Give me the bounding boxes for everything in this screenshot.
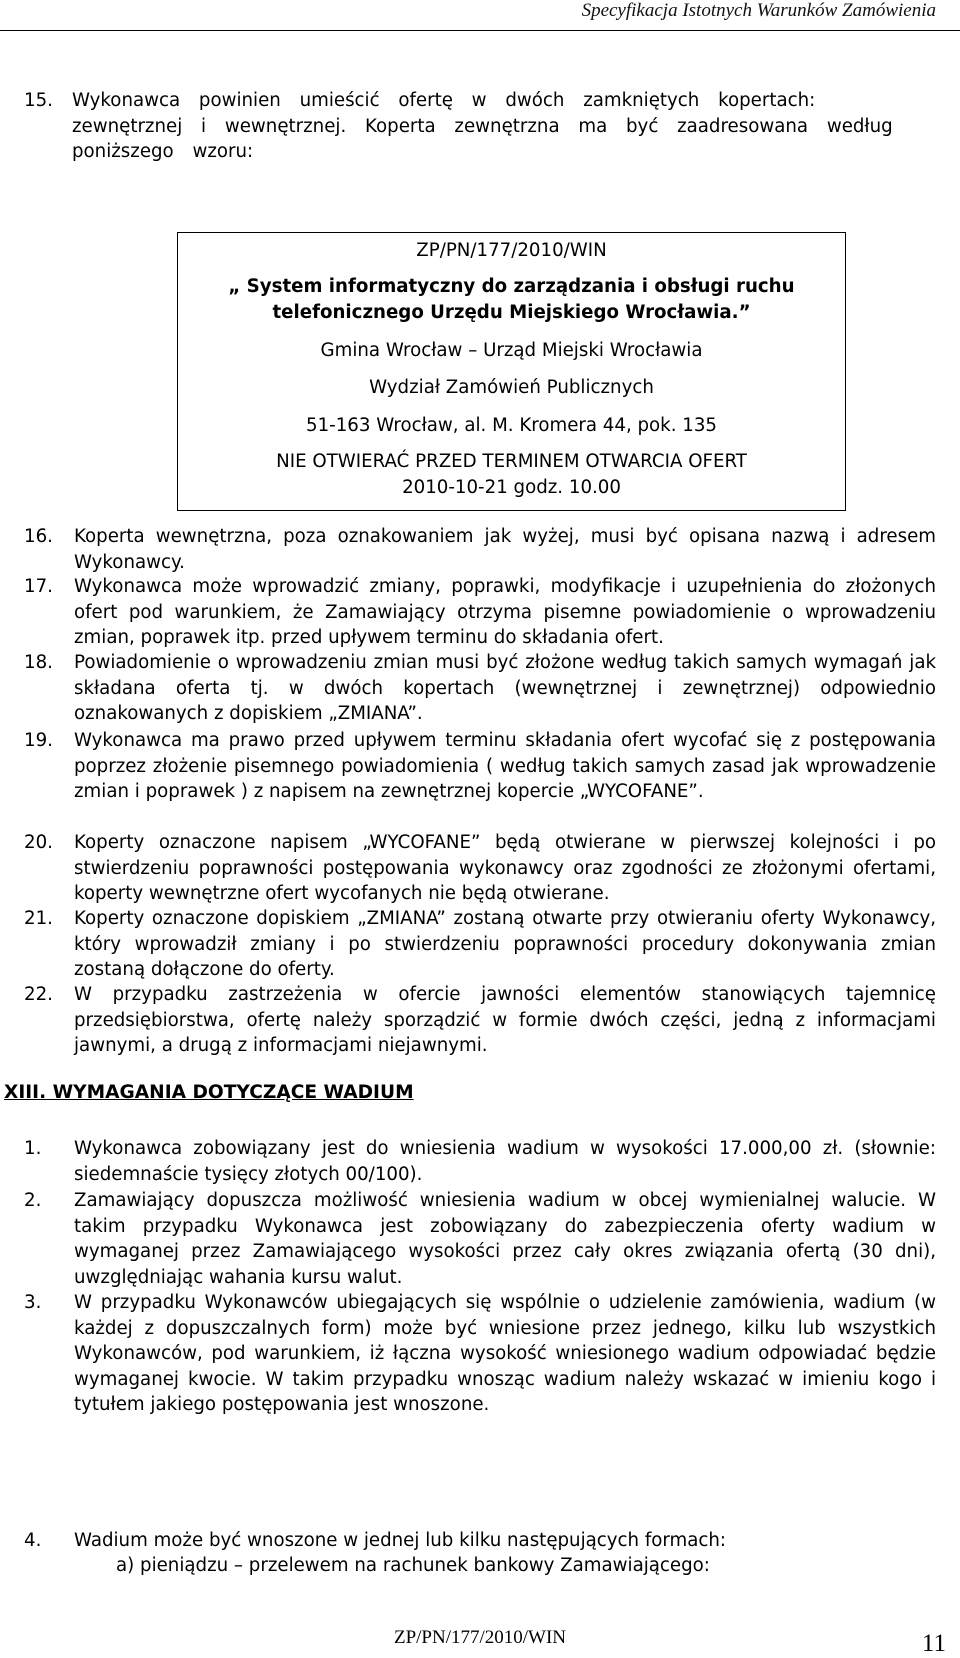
- item-number: 21.: [24, 908, 53, 929]
- item-text: Koperta wewnętrzna, poza oznakowaniem jak wyżej, musi być opisana nazwą i adresem Wykonawcy.: [74, 526, 936, 573]
- footer-ref: ZP/PN/177/2010/WIN: [393, 1627, 567, 1648]
- list-item: [24, 906, 936, 983]
- list-item: [24, 1136, 936, 1187]
- item-number: 3.: [24, 1292, 42, 1313]
- item-text: W przypadku Wykonawców ubiegających się wspólnie o udzielenie zamówienia, wadium (w każdej z dopuszczalnych form) może być wniesione przez jednego, kilku lub wszystkich Wykonawców, pod warunkiem, iż łączna wysokość wniesionego wadium odpowiadać będzie wymaganej kwocie. W takim przypadku wnosząc wadium należy wskazać w imieniu kogo i tytułem jakiego postępowania jest wnoszone.: [74, 1292, 936, 1416]
- item-number: 20.: [24, 832, 53, 853]
- header-rule: [0, 30, 960, 31]
- sub-item: a) pieniądzu – przelewem na rachunek bankowy Zamawiającego:: [116, 1555, 710, 1576]
- item-number: 17.: [24, 576, 53, 597]
- page-number: 11: [921, 1630, 946, 1657]
- item-number: 22.: [24, 984, 53, 1005]
- item-number: 15.: [24, 90, 53, 111]
- item-text: Wykonawca powinien umieścić ofertę w dwóch zamkniętych kopertach: zewnętrznej i wewnętrznej. Koperta zewnętrzna ma być zaadresowana według poniższego wzoru:: [72, 90, 893, 163]
- item-number: 18.: [24, 652, 53, 673]
- list-item: [24, 524, 936, 575]
- item-text: Wykonawca może wprowadzić zmiany, poprawki, modyfikacje i uzupełnienia do złożonych ofert pod warunkiem, że Zamawiający otrzyma pisemne powiadomienie o wprowadzeniu zmian, poprawek itp. przed upływem terminu do składania ofert.: [74, 576, 936, 649]
- section-heading: XIII. WYMAGANIA DOTYCZĄCE WADIUM: [4, 1082, 414, 1103]
- envelope-line3: 51-163 Wrocław, al. M. Kromera 44, pok. 135: [306, 415, 717, 436]
- list-item: [24, 982, 936, 1059]
- item-number: 2.: [24, 1190, 42, 1211]
- list-item: [24, 728, 936, 805]
- item-number: 4.: [24, 1530, 42, 1551]
- header-title: Specyfikacja Istotnych Warunków Zamówienia: [581, 0, 936, 21]
- envelope-title-line2: telefonicznego Urzędu Miejskiego Wrocławia.”: [272, 302, 751, 323]
- item-text: W przypadku zastrzeżenia w ofercie jawności elementów stanowiących tajemnicę przedsiębiorstwa, ofertę należy sporządzić w formie dwóch części, jedną z informacjami jawnymi, a drugą z informacjami niejawnymi.: [74, 984, 936, 1057]
- list-item: [24, 1290, 936, 1418]
- item-text: Zamawiający dopuszcza możliwość wniesienia wadium w obcej wymienialnej walucie. W takim przypadku Wykonawca jest zobowiązany do zabezpieczenia oferty wadium w wymaganej przez Zamawiającego wysokości przez cały okres związania ofertą (30 dni), uwzględniając wahania kursu walut.: [74, 1190, 936, 1288]
- item-text: Koperty oznaczone napisem „WYCOFANE” będą otwierane w pierwszej kolejności i po stwierdzeniu poprawności postępowania wykonawcy oraz zgodności ze złożonymi ofertami, koperty wewnętrzne ofert wycofanych nie będą otwierane.: [74, 832, 936, 905]
- item-text: Koperty oznaczone dopiskiem „ZMIANA” zostaną otwarte przy otwieraniu oferty Wykonawcy, który wprowadził zmiany i po stwierdzeniu poprawności procedury dokonywania zmian zostaną dołączone do oferty.: [74, 908, 936, 981]
- envelope-line2: Wydział Zamówień Publicznych: [369, 377, 654, 398]
- item-text: Wykonawca ma prawo przed upływem terminu składania ofert wycofać się z postępowania poprzez złożenie pisemnego powiadomienia ( według takich samych zasad jak wprowadzenie zmian i poprawek ) z napisem na zewnętrznej kopercie „WYCOFANE”.: [74, 730, 936, 803]
- item-number: 19.: [24, 730, 53, 751]
- item-text: Powiadomienie o wprowadzeniu zmian musi być złożone według takich samych wymagań jak składana oferta tj. w dwóch kopertach (wewnętrznej i zewnętrznej) odpowiednio oznakowanych z dopiskiem „ZMIANA”.: [74, 652, 936, 725]
- envelope-ref: ZP/PN/177/2010/WIN: [416, 240, 607, 261]
- list-item: [24, 574, 936, 651]
- item-text: Wadium może być wnoszone w jednej lub kilku następujących formach:: [74, 1530, 727, 1551]
- envelope-template-box: [177, 232, 846, 511]
- item-number: 16.: [24, 526, 53, 547]
- list-item: [24, 650, 936, 727]
- item-text: Wykonawca zobowiązany jest do wniesienia wadium w wysokości 17.000,00 zł. (słownie: siedemnaście tysięcy złotych 00/100).: [74, 1138, 936, 1185]
- list-item: [24, 830, 936, 907]
- envelope-line5: 2010-10-21 godz. 10.00: [402, 477, 621, 498]
- envelope-line1: Gmina Wrocław – Urząd Miejski Wrocławia: [320, 340, 703, 361]
- envelope-line4: NIE OTWIERAĆ PRZED TERMINEM OTWARCIA OFERT: [276, 451, 747, 472]
- list-item: [24, 1528, 936, 1554]
- item-number: 1.: [24, 1138, 42, 1159]
- list-item: [24, 88, 936, 165]
- envelope-title-line1: „ System informatyczny do zarządzania i obsługi ruchu: [228, 276, 795, 297]
- list-item: [24, 1188, 936, 1290]
